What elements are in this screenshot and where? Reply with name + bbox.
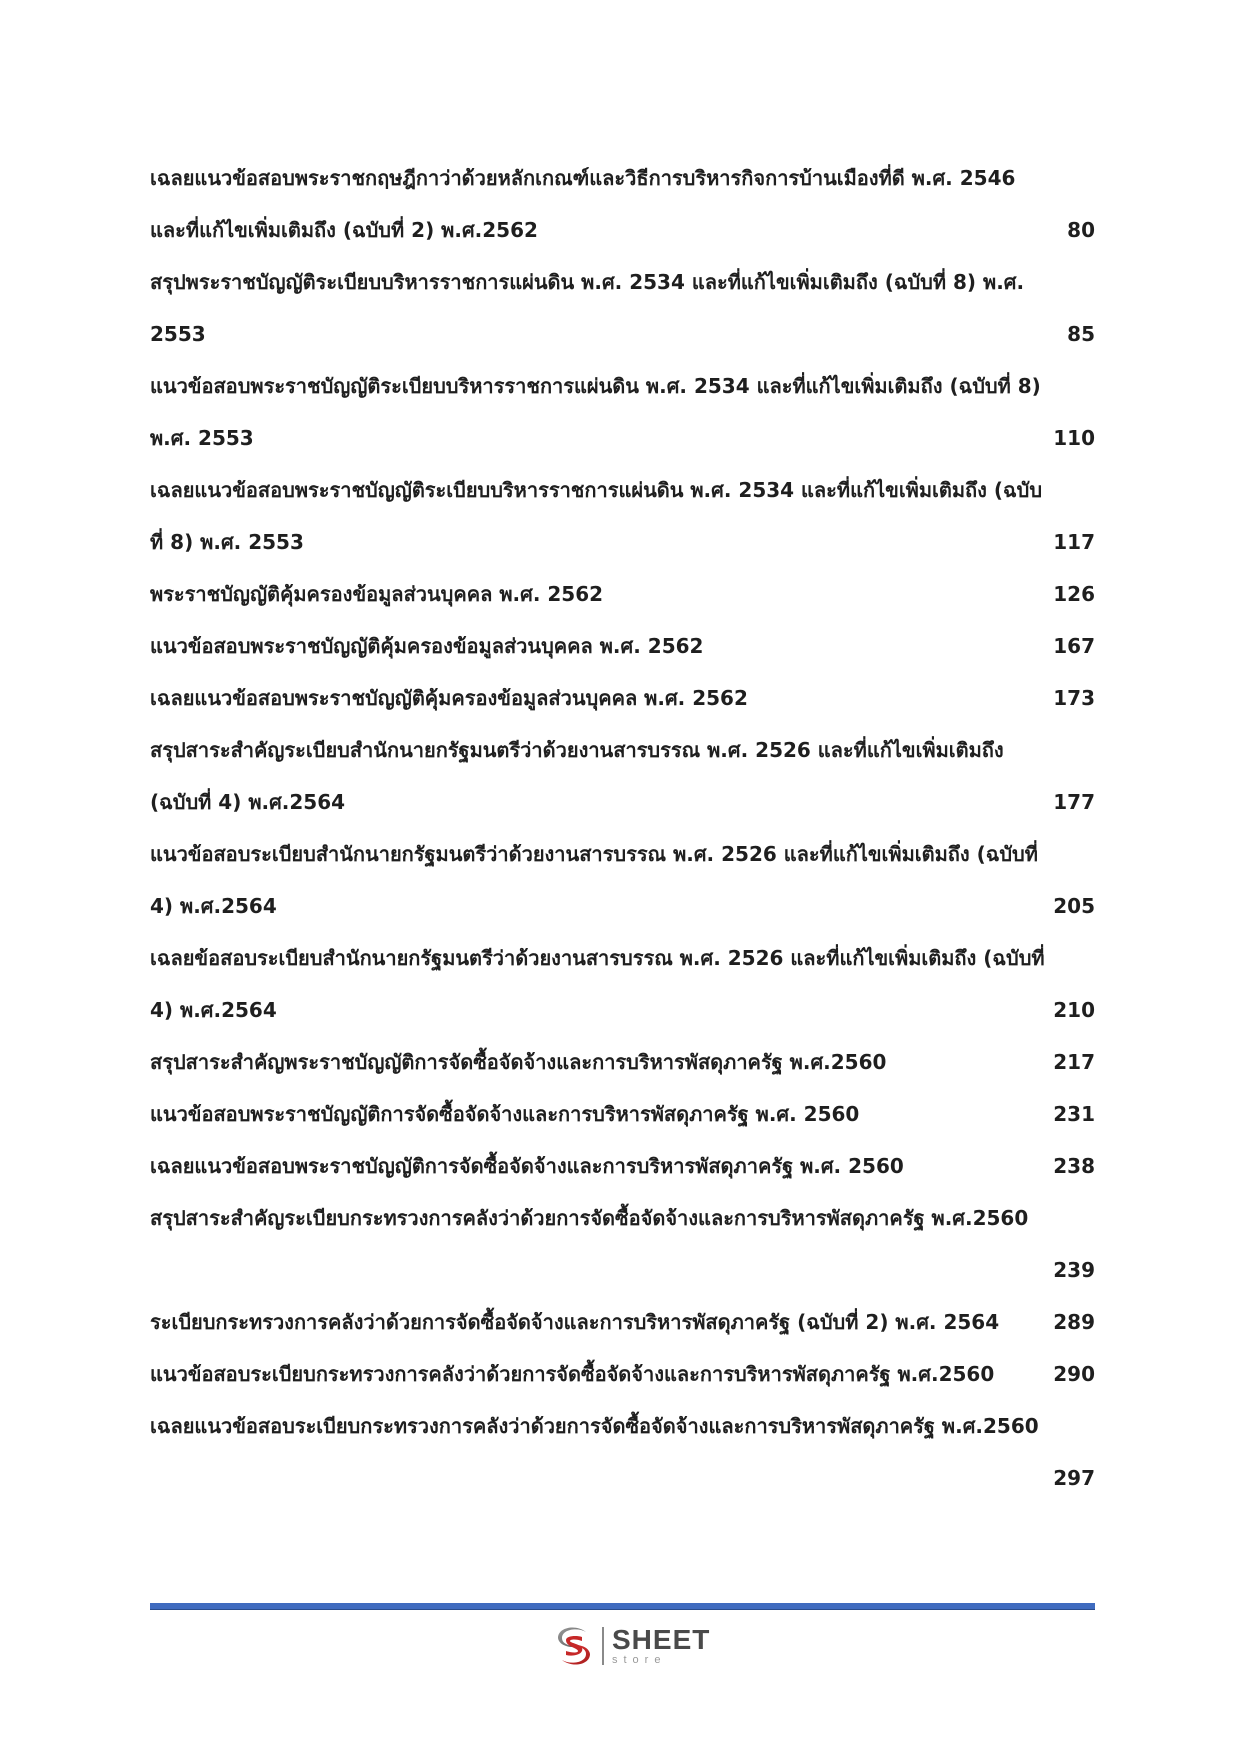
- toc-entry-title: แนวข้อสอบพระราชบัญญัติคุ้มครองข้อมูลส่วนบุคคล พ.ศ. 2562: [150, 634, 704, 658]
- table-of-contents: [150, 152, 1095, 1504]
- brand-subtitle: store: [612, 1654, 667, 1666]
- toc-entry[interactable]: [150, 1296, 1095, 1348]
- toc-page-number: 239: [1053, 1258, 1095, 1282]
- sheet-store-logo: [552, 1624, 710, 1668]
- dot-leader: [542, 220, 1063, 240]
- dot-leader: [863, 1104, 1049, 1124]
- toc-entry-title: พระราชบัญญัติคุ้มครองข้อมูลส่วนบุคคล พ.ศ. 2562: [150, 582, 604, 606]
- toc-page-number: 290: [1053, 1362, 1095, 1386]
- toc-entry-title: แนวข้อสอบระเบียบสำนักนายกรัฐมนตรีว่าด้วยงานสารบรรณ พ.ศ. 2526 และที่แก้ไขเพิ่มเติมถึง (ฉบับที่: [150, 842, 1038, 866]
- toc-entry[interactable]: [150, 828, 1095, 932]
- toc-entry-title: เฉลยแนวข้อสอบพระราชบัญญัติระเบียบบริหารราชการแผ่นดิน พ.ศ. 2534 และที่แก้ไขเพิ่มเติมถึง (ฉบับ: [150, 478, 1043, 502]
- toc-entry[interactable]: [150, 724, 1095, 828]
- dot-leader: [154, 1468, 1049, 1488]
- toc-page-number: 205: [1053, 894, 1095, 918]
- toc-page-number: 85: [1067, 322, 1095, 346]
- toc-entry[interactable]: [150, 1088, 1095, 1140]
- toc-entry-title: สรุปสาระสำคัญระเบียบสำนักนายกรัฐมนตรีว่าด้วยงานสารบรรณ พ.ศ. 2526 และที่แก้ไขเพิ่มเติมถึง: [150, 738, 1004, 762]
- toc-entry[interactable]: [150, 256, 1095, 360]
- toc-entry-title: แนวข้อสอบพระราชบัญญัติการจัดซื้อจัดจ้างและการบริหารพัสดุภาครัฐ พ.ศ. 2560: [150, 1102, 860, 1126]
- toc-entry[interactable]: [150, 360, 1095, 464]
- toc-entry-title-cont: ที่ 8) พ.ศ. 2553: [150, 530, 304, 554]
- toc-entry-title: แนวข้อสอบพระราชบัญญัติระเบียบบริหารราชการแผ่นดิน พ.ศ. 2534 และที่แก้ไขเพิ่มเติมถึง (ฉบับที่ 8): [150, 374, 1041, 398]
- dot-leader: [210, 324, 1063, 344]
- toc-entry-title: เฉลยข้อสอบระเบียบสำนักนายกรัฐมนตรีว่าด้วยงานสารบรรณ พ.ศ. 2526 และที่แก้ไขเพิ่มเติมถึง (ฉบับที่: [150, 946, 1045, 970]
- toc-entry-title-cont: 4) พ.ศ.2564: [150, 998, 277, 1022]
- dot-leader: [607, 584, 1049, 604]
- dot-leader: [890, 1052, 1049, 1072]
- toc-page-number: 231: [1053, 1102, 1095, 1126]
- toc-page-number: 80: [1067, 218, 1095, 242]
- dot-leader: [1003, 1312, 1049, 1332]
- toc-entry[interactable]: [150, 1036, 1095, 1088]
- toc-entry-title-cont: และที่แก้ไขเพิ่มเติมถึง (ฉบับที่ 2) พ.ศ.2562: [150, 218, 538, 242]
- toc-page-number: 289: [1053, 1310, 1095, 1334]
- toc-entry[interactable]: [150, 464, 1095, 568]
- dot-leader: [154, 1260, 1049, 1280]
- toc-page-number: 117: [1053, 530, 1095, 554]
- dot-leader: [349, 792, 1049, 812]
- toc-page-number: 177: [1053, 790, 1095, 814]
- brand-name: SHEET: [612, 1624, 711, 1655]
- toc-entry[interactable]: [150, 1140, 1095, 1192]
- toc-entry[interactable]: [150, 932, 1095, 1036]
- toc-entry[interactable]: [150, 1348, 1095, 1400]
- sheet-store-s-logo-icon: [552, 1624, 596, 1668]
- toc-entry-title: สรุปสาระสำคัญระเบียบกระทรวงการคลังว่าด้วยการจัดซื้อจัดจ้างและการบริหารพัสดุภาครัฐ พ.ศ.2560: [150, 1206, 1029, 1230]
- dot-leader: [258, 428, 1050, 448]
- toc-entry-title: เฉลยแนวข้อสอบพระราชบัญญัติคุ้มครองข้อมูลส่วนบุคคล พ.ศ. 2562: [150, 686, 748, 710]
- toc-page-number: 126: [1053, 582, 1095, 606]
- toc-page-number: 167: [1053, 634, 1095, 658]
- toc-page-number: 297: [1053, 1466, 1095, 1490]
- toc-entry[interactable]: [150, 620, 1095, 672]
- toc-entry-title: สรุปสาระสำคัญพระราชบัญญัติการจัดซื้อจัดจ้างและการบริหารพัสดุภาครัฐ พ.ศ.2560: [150, 1050, 887, 1074]
- logo-separator: [602, 1627, 604, 1665]
- toc-entry-title-cont: (ฉบับที่ 4) พ.ศ.2564: [150, 790, 346, 814]
- dot-leader: [752, 688, 1049, 708]
- toc-page-number: 173: [1053, 686, 1095, 710]
- toc-entry-title: เฉลยแนวข้อสอบระเบียบกระทรวงการคลังว่าด้วยการจัดซื้อจัดจ้างและการบริหารพัสดุภาครัฐ พ.ศ.2560: [150, 1414, 1039, 1438]
- toc-page-number: 217: [1053, 1050, 1095, 1074]
- toc-entry-title-cont: 2553: [150, 322, 206, 346]
- toc-entry[interactable]: [150, 152, 1095, 256]
- toc-entry[interactable]: [150, 568, 1095, 620]
- dot-leader: [281, 1000, 1049, 1020]
- dot-leader: [281, 896, 1049, 916]
- toc-entry[interactable]: [150, 1400, 1095, 1504]
- toc-entry-title: ระเบียบกระทรวงการคลังว่าด้วยการจัดซื้อจัดจ้างและการบริหารพัสดุภาครัฐ (ฉบับที่ 2) พ.ศ. 2564: [150, 1310, 1000, 1334]
- toc-entry-title: เฉลยแนวข้อสอบพระราชบัญญัติการจัดซื้อจัดจ้างและการบริหารพัสดุภาครัฐ พ.ศ. 2560: [150, 1154, 904, 1178]
- footer-divider: [150, 1603, 1095, 1610]
- toc-entry-title: สรุปพระราชบัญญัติระเบียบบริหารราชการแผ่นดิน พ.ศ. 2534 และที่แก้ไขเพิ่มเติมถึง (ฉบับที่ 8) พ.ศ.: [150, 270, 1025, 294]
- toc-entry-title-cont: พ.ศ. 2553: [150, 426, 254, 450]
- toc-entry[interactable]: [150, 1192, 1095, 1296]
- dot-leader: [998, 1364, 1049, 1384]
- toc-page-number: 238: [1053, 1154, 1095, 1178]
- toc-page-number: 110: [1053, 426, 1095, 450]
- toc-entry-title: แนวข้อสอบระเบียบกระทรวงการคลังว่าด้วยการจัดซื้อจัดจ้างและการบริหารพัสดุภาครัฐ พ.ศ.2560: [150, 1362, 995, 1386]
- toc-page-number: 210: [1053, 998, 1095, 1022]
- dot-leader: [908, 1156, 1049, 1176]
- toc-entry[interactable]: [150, 672, 1095, 724]
- toc-entry-title-cont: 4) พ.ศ.2564: [150, 894, 277, 918]
- dot-leader: [308, 532, 1049, 552]
- dot-leader: [707, 636, 1049, 656]
- toc-entry-title: เฉลยแนวข้อสอบพระราชกฤษฎีกาว่าด้วยหลักเกณฑ์และวิธีการบริหารกิจการบ้านเมืองที่ดี พ.ศ. 2546: [150, 166, 1016, 190]
